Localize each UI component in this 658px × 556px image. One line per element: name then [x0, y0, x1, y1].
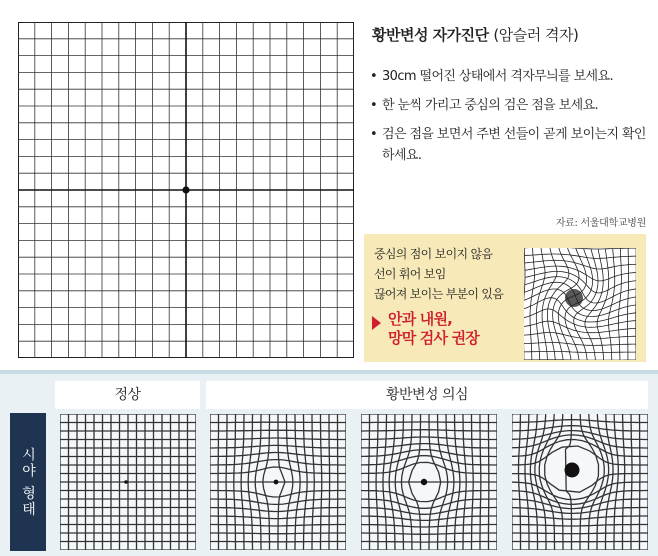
suspected-header: 황반변성 의심	[206, 381, 648, 409]
symptom-item: 선이 휘어 보임	[374, 267, 446, 281]
center-dot	[421, 479, 427, 485]
recommendation-line-2: 망막 검사 권장	[388, 329, 479, 347]
symptom-item: 중심의 점이 보이지 않음	[374, 247, 493, 261]
normal-grid	[60, 414, 196, 550]
amsler-grid	[18, 22, 354, 358]
title-sub: (암슬러 격자)	[493, 26, 579, 44]
side-label: 시야 형태	[10, 413, 46, 551]
center-dot	[182, 186, 189, 193]
list-item: • 한 눈씩 가리고 중심의 검은 점을 보세요.	[370, 95, 650, 116]
source-note: 자료: 서울대학교병원	[555, 218, 646, 229]
title-main: 황반변성 자가진단	[372, 26, 489, 44]
suspected-grid-moderate	[361, 414, 497, 550]
bullet-icon: •	[370, 98, 378, 113]
center-dot	[565, 463, 580, 478]
list-item: • 검은 점을 보면서 주변 선들이 곧게 보이는지 확인하세요.	[370, 124, 650, 166]
recommendation-line-1: 안과 내원,	[388, 310, 453, 328]
list-item: • 30cm 떨어진 상태에서 격자무늬를 보세요.	[370, 66, 650, 87]
warning-box	[364, 234, 646, 362]
divider	[0, 370, 658, 374]
suspected-grid-mild	[210, 414, 346, 550]
dark-spot	[565, 289, 583, 307]
bullet-icon: •	[370, 127, 378, 142]
suspected-grid-severe	[512, 414, 648, 550]
triangle-right-icon	[372, 316, 381, 330]
bullet-icon: •	[370, 69, 378, 84]
symptom-list	[374, 244, 503, 304]
distorted-grid-example	[524, 248, 636, 360]
instruction-list	[370, 66, 650, 174]
normal-header: 정상	[55, 381, 200, 409]
page-title	[372, 24, 578, 45]
center-dot	[124, 480, 128, 484]
symptom-item: 끊어져 보이는 부분이 있음	[374, 287, 504, 301]
center-dot	[274, 480, 279, 485]
